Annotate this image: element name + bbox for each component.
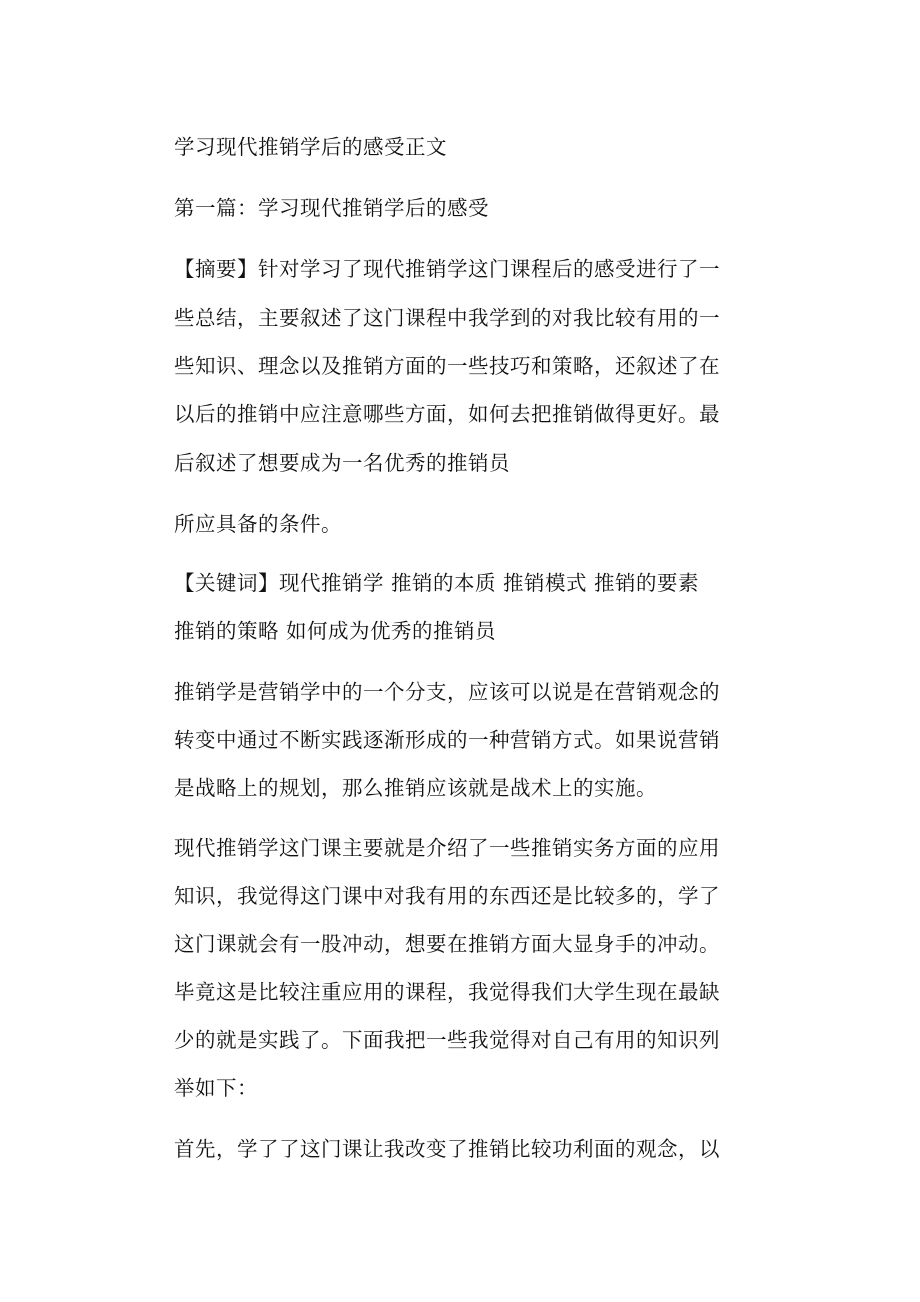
keywords-line: 【关键词】现代推销学 推销的本质 推销模式 推销的要素 [174, 571, 700, 595]
abstract-line: 以后的推销中应注意哪些方面，如何去把推销做得更好。最 [174, 402, 720, 426]
paragraph-line: 首先，学了了这门课让我改变了推销比较功利面的观念，以 [174, 1137, 720, 1161]
paragraph-line: 这门课就会有一股冲动，想要在推销方面大显身手的冲动。 [174, 932, 720, 956]
chapter-heading: 第一篇：学习现代推销学后的感受 [174, 196, 489, 220]
paragraph-line: 推销学是营销学中的一个分支，应该可以说是在营销观念的 [174, 680, 720, 704]
keywords-line: 推销的策略 如何成为优秀的推销员 [174, 619, 497, 643]
abstract-line: 后叙述了想要成为一名优秀的推销员 [174, 451, 510, 475]
abstract-line: 些总结，主要叙述了这门课程中我学到的对我比较有用的一 [174, 306, 720, 330]
paragraph-line: 现代推销学这门课主要就是介绍了一些推销实务方面的应用 [174, 836, 720, 860]
paragraph-line: 举如下： [174, 1076, 258, 1100]
abstract-tail: 所应具备的条件。 [174, 512, 342, 536]
paragraph-line: 转变中通过不断实践逐渐形成的一种营销方式。如果说营销 [174, 728, 720, 752]
paragraph-line: 毕竟这是比较注重应用的课程，我觉得我们大学生现在最缺 [174, 980, 720, 1004]
paragraph-line: 知识，我觉得这门课中对我有用的东西还是比较多的，学了 [174, 884, 720, 908]
document-title: 学习现代推销学后的感受正文 [174, 135, 447, 159]
paragraph-line: 是战略上的规划，那么推销应该就是战术上的实施。 [174, 776, 657, 800]
abstract-line: 些知识、理念以及推销方面的一些技巧和策略，还叙述了在 [174, 354, 720, 378]
abstract-line: 【摘要】针对学习了现代推销学这门课程后的感受进行了一 [174, 257, 720, 281]
paragraph-line: 少的就是实践了。下面我把一些我觉得对自己有用的知识列 [174, 1028, 720, 1052]
